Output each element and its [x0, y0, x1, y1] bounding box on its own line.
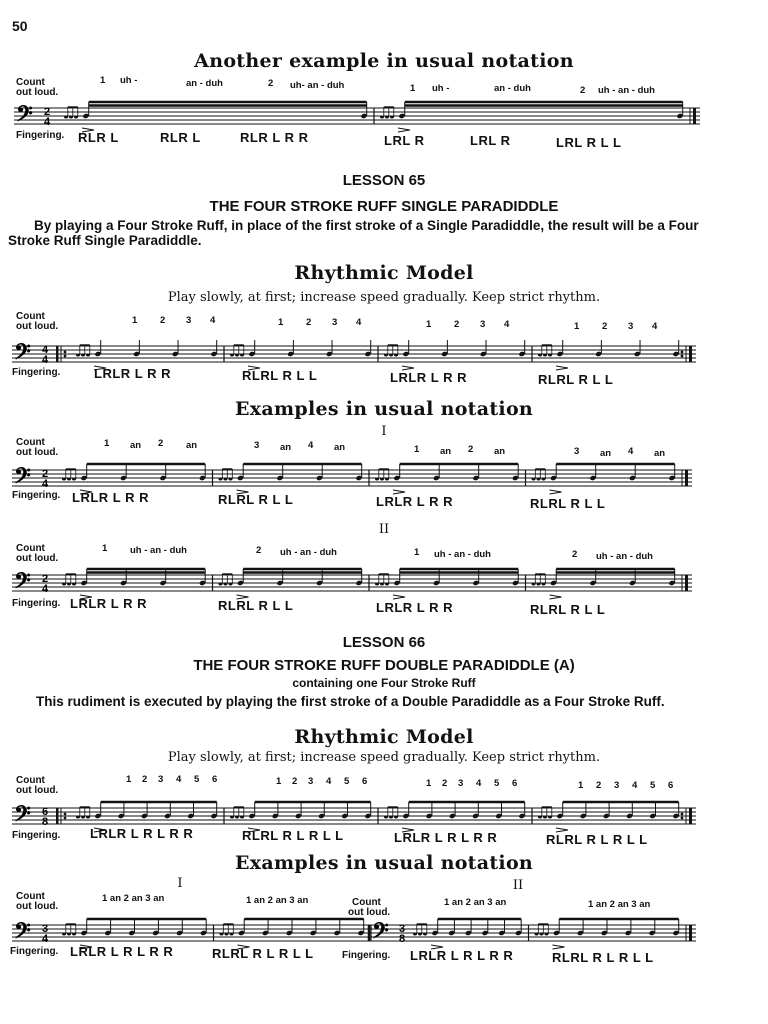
count: an — [654, 448, 666, 459]
bass-clef-icon: 𝄢 — [372, 919, 389, 949]
count: 2 — [256, 545, 262, 556]
accent-mark — [431, 945, 443, 949]
fingering: LRLR L R L R R — [90, 826, 194, 841]
fingering: RLRL R L R L L — [212, 946, 314, 961]
grace-note — [224, 478, 228, 481]
count: 4 — [176, 774, 182, 785]
accent-mark — [556, 366, 568, 370]
fingering: RLR L — [160, 130, 201, 145]
count: 3 — [158, 774, 164, 785]
fingering: RLRL R L L — [530, 496, 606, 511]
count: 1 an 2 an 3 an — [588, 899, 651, 910]
fingering: LRL R — [470, 133, 511, 148]
fingering-label: Fingering. — [12, 598, 61, 609]
example-numeral-3: I — [177, 876, 183, 891]
count: 1 — [126, 774, 137, 785]
count: 3 — [186, 315, 192, 326]
count: 1 — [102, 543, 108, 554]
count: 1 an 2 an 3 an — [102, 893, 165, 904]
count-label: Count out loud. — [16, 437, 59, 458]
fingering: RLRL R L L — [218, 492, 294, 507]
count: 1 — [410, 83, 416, 94]
count: 2 — [580, 85, 586, 96]
count: 6 — [668, 780, 674, 791]
lesson-66-title: THE FOUR STROKE RUFF DOUBLE PARADIDDLE (A) — [193, 657, 575, 674]
count: 2 — [468, 444, 474, 455]
accent-mark — [556, 828, 568, 832]
repeat-dot — [64, 817, 67, 820]
grace-note — [230, 933, 234, 936]
grace-note — [230, 354, 234, 357]
fingering: LRLR L R R — [70, 596, 147, 611]
count: 1 — [414, 547, 420, 558]
count: 3 — [628, 321, 634, 332]
count: 4 — [326, 776, 332, 787]
fingering: LRL R L L — [556, 135, 622, 150]
count: 1 — [426, 319, 432, 330]
count: uh - an - duh — [598, 85, 655, 96]
lesson-66-text: This rudiment is executed by playing the first stroke of a Double Paradiddle as a Four Stroke Ruff. — [36, 694, 665, 709]
count: 1 — [276, 776, 282, 787]
bass-clef-icon: 𝄢 — [14, 569, 31, 599]
count: 4 — [652, 321, 658, 332]
count: 1 — [278, 317, 284, 328]
examples-heading-2: Examples in usual notation — [234, 852, 534, 874]
bass-clef-icon: 𝄢 — [14, 464, 31, 494]
count: 3 — [480, 319, 486, 330]
count: an - duh — [186, 78, 223, 89]
grace-note — [219, 583, 223, 586]
grace-note — [229, 478, 233, 481]
accent-mark — [80, 595, 92, 599]
time-signature: 4 — [42, 933, 49, 945]
count: 2 — [602, 321, 608, 332]
examples-heading: Examples in usual notation — [234, 398, 534, 420]
time-signature: 2 — [42, 573, 49, 585]
fingering-label: Fingering. — [12, 830, 61, 841]
count: 4 — [210, 315, 216, 326]
count-label: Count out loud. — [348, 897, 391, 918]
fingering: RLRL R L L — [218, 598, 294, 613]
final-barline — [689, 925, 692, 941]
count: an — [334, 442, 346, 453]
practice-instruction-2: Play slowly, at first; increase speed gradually. Keep strict rhythm. — [167, 750, 601, 765]
count: 1 — [414, 444, 420, 455]
bass-clef-icon: 𝄢 — [14, 919, 31, 949]
fingering: LRL R — [384, 133, 425, 148]
fingering: LRLR L R R — [376, 494, 453, 509]
grace-note — [235, 816, 239, 819]
fingering: LRLR L R L R R — [394, 830, 498, 845]
time-signature: 8 — [399, 933, 406, 945]
accent-mark — [80, 945, 92, 949]
count: 4 — [476, 778, 482, 789]
accent-mark — [94, 366, 106, 370]
repeat-dot — [681, 813, 684, 816]
count: 2 — [160, 315, 166, 326]
count: an — [494, 446, 506, 457]
repeat-dot — [64, 813, 67, 816]
count: 5 — [650, 780, 656, 791]
time-signature: 4 — [44, 116, 51, 128]
fingering: RLR L — [78, 130, 119, 145]
count: 2 — [572, 549, 578, 560]
bass-clef-icon: 𝄢 — [14, 802, 31, 832]
count: 3 — [254, 440, 260, 451]
music-staff — [12, 563, 692, 603]
count-label: Count out loud. — [16, 775, 59, 796]
accent-mark — [238, 945, 250, 949]
example-numeral-4: II — [512, 878, 524, 893]
count: 3 — [308, 776, 314, 787]
count-label: Count out loud. — [16, 543, 59, 564]
fingering-label: Fingering. — [342, 950, 391, 961]
time-signature: 4 — [42, 354, 49, 366]
count: 2 — [142, 774, 148, 785]
count: an — [440, 446, 452, 457]
count: 4 — [356, 317, 362, 328]
repeat-dot — [64, 355, 67, 358]
count: 2 — [292, 776, 298, 787]
repeat-dot — [681, 817, 684, 820]
count: 2 — [306, 317, 312, 328]
music-staff — [12, 334, 696, 374]
accent-mark — [248, 366, 260, 370]
count: 1 — [104, 438, 110, 449]
count: 5 — [344, 776, 350, 787]
count: 3 — [332, 317, 338, 328]
time-signature: 4 — [42, 583, 49, 595]
page-number: 50 — [12, 18, 28, 34]
fingering-label: Fingering. — [10, 946, 59, 957]
count-label: Count out loud. — [16, 891, 59, 912]
count: 1 — [132, 315, 138, 326]
grace-note — [229, 583, 233, 586]
count: 6 — [512, 778, 518, 789]
lesson-66-heading: LESSON 66 — [342, 634, 426, 651]
accent-mark — [237, 490, 249, 494]
count: uh - an - duh — [130, 545, 187, 556]
section-title: Another example in usual notation — [194, 50, 574, 72]
count: uh - — [120, 75, 138, 86]
accent-mark — [402, 366, 414, 370]
grace-note — [219, 478, 223, 481]
final-barline — [685, 575, 688, 591]
final-barline — [685, 470, 688, 486]
count: 2 — [596, 780, 602, 791]
accent-mark — [248, 828, 260, 832]
time-signature: 4 — [42, 344, 49, 356]
fingering: LRLR L R L R R — [70, 944, 174, 959]
fingering: LRLR L R R — [376, 600, 453, 615]
lesson-65-title: THE FOUR STROKE RUFF SINGLE PARADIDDLE — [209, 198, 559, 215]
count: 1 — [426, 778, 432, 789]
final-barline — [689, 808, 692, 824]
bass-clef-icon: 𝄢 — [16, 102, 33, 132]
repeat-dot — [681, 351, 684, 354]
grace-note — [240, 354, 244, 357]
music-staff — [12, 796, 696, 836]
accent-mark — [550, 595, 562, 599]
count: an — [600, 448, 612, 459]
count: 2 — [158, 438, 164, 449]
music-staff — [14, 96, 700, 136]
count: 6 — [212, 774, 218, 785]
repeat-bar — [56, 808, 59, 824]
count: an — [280, 442, 292, 453]
count-label: Count out loud. — [16, 77, 59, 98]
grace-note — [230, 816, 234, 819]
count: uh - an - duh — [434, 549, 491, 560]
fingering: RLRL R L L — [530, 602, 606, 617]
final-barline — [689, 346, 692, 362]
count: uh - — [432, 83, 450, 94]
practice-instruction: Play slowly, at first; increase speed gradually. Keep strict rhythm. — [167, 290, 601, 305]
rhythmic-model-heading: Rhythmic Model — [294, 262, 474, 284]
lesson-65-text: By playing a Four Stroke Ruff, in place of the first stroke of a Single Paradiddle, the result will be a Four Stroke Ruff Single Paradiddle. — [8, 218, 699, 248]
time-signature: 6 — [42, 806, 49, 818]
count: 6 — [362, 776, 368, 787]
accent-mark — [237, 595, 249, 599]
count: 3 — [614, 780, 620, 791]
fingering: LRLR L R R — [390, 370, 467, 385]
count: 1 — [578, 780, 584, 791]
time-signature: 4 — [42, 478, 49, 490]
accent-mark — [393, 490, 405, 494]
count: uh- an - duh — [290, 80, 345, 91]
accent-mark — [402, 828, 414, 832]
grace-note — [240, 816, 244, 819]
time-signature: 8 — [42, 816, 49, 828]
final-barline — [693, 108, 696, 124]
fingering: RLRL R L L — [242, 368, 318, 383]
fingering: RLR L R R — [240, 130, 309, 145]
example-numeral-2: II — [378, 522, 390, 537]
accent-mark — [393, 595, 405, 599]
fingering: LRLR L R R — [72, 490, 149, 505]
count: 5 — [494, 778, 500, 789]
grace-note — [224, 583, 228, 586]
count: 1 an 2 an 3 an — [246, 895, 309, 906]
fingering-label: Fingering. — [12, 367, 61, 378]
count: 5 — [194, 774, 200, 785]
count: 2 — [442, 778, 448, 789]
rhythmic-model-heading-2: Rhythmic Model — [294, 726, 474, 748]
accent-mark — [82, 128, 94, 132]
count: uh - an - duh — [280, 547, 337, 558]
count: 3 — [458, 778, 464, 789]
count: 1 an 2 an 3 an — [444, 897, 507, 908]
count: uh - an - duh — [596, 551, 653, 562]
fingering: LRLR L R R — [94, 366, 171, 381]
time-signature: 2 — [42, 468, 49, 480]
repeat-dot — [64, 351, 67, 354]
grace-note — [225, 933, 229, 936]
count: 1 — [100, 75, 106, 86]
repeat-bar — [56, 346, 59, 362]
fingering: LRLR L R L R R — [410, 948, 514, 963]
music-staff — [12, 913, 696, 953]
fingering: RLRL R L R L L — [546, 832, 648, 847]
fingering: RLRL R L L — [538, 372, 614, 387]
music-staff — [12, 458, 692, 498]
time-signature: 3 — [42, 923, 49, 935]
lesson-65-heading: LESSON 65 — [342, 172, 426, 189]
count-label: Count out loud. — [16, 311, 59, 332]
fingering-label: Fingering. — [16, 130, 65, 141]
accent-mark — [550, 490, 562, 494]
accent-mark — [398, 128, 410, 132]
count: 4 — [504, 319, 510, 330]
count: 4 — [628, 446, 634, 457]
fingering: RLRL R L R L L — [242, 828, 344, 843]
grace-note — [235, 354, 239, 357]
fingering: RLRL R L R L L — [552, 950, 654, 965]
time-signature: 2 — [44, 106, 51, 118]
count: 1 — [574, 321, 580, 332]
count: 3 — [574, 446, 580, 457]
count: 4 — [308, 440, 314, 451]
count: 2 — [268, 78, 274, 89]
fingering-label: Fingering. — [12, 490, 61, 501]
count: an — [186, 440, 198, 451]
count: an — [130, 440, 142, 451]
accent-mark — [80, 490, 92, 494]
example-numeral-1: I — [381, 424, 387, 439]
lesson-66-subtitle: containing one Four Stroke Ruff — [292, 676, 476, 690]
count: 4 — [632, 780, 638, 791]
count: an - duh — [494, 83, 531, 94]
grace-note — [220, 933, 224, 936]
count: 2 — [454, 319, 460, 330]
accent-mark — [553, 945, 565, 949]
bass-clef-icon: 𝄢 — [14, 340, 31, 370]
repeat-dot — [681, 355, 684, 358]
accent-mark — [94, 828, 106, 832]
time-signature: 3 — [399, 923, 406, 935]
